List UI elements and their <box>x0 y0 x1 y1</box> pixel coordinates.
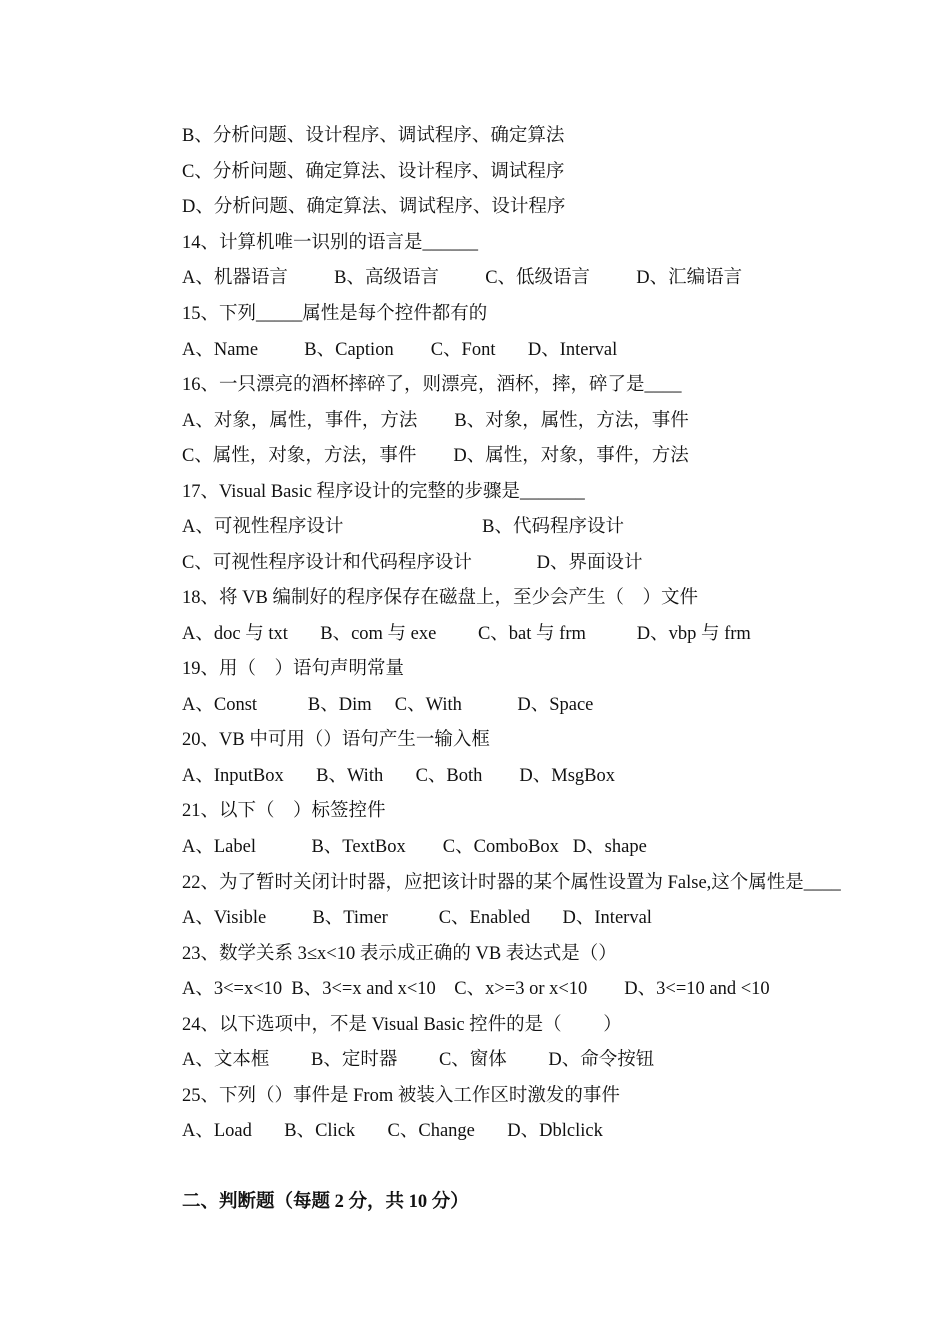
option-line: A、对象，属性，事件，方法 B、对象，属性，方法，事件 <box>182 411 689 431</box>
question-16: 16、一只漂亮的酒杯摔碎了，则漂亮，酒杯，摔，碎了是____ <box>182 375 682 395</box>
question-14: 14、计算机唯一识别的语言是______ <box>182 233 479 253</box>
option-line: B、分析问题、设计程序、调试程序、确定算法 <box>182 126 565 146</box>
question-23: 23、数学关系 3≤x<10 表示成正确的 VB 表达式是（） <box>182 944 617 964</box>
option-line: A、Label B、TextBox C、ComboBox D、shape <box>182 837 647 857</box>
question-17: 17、Visual Basic 程序设计的完整的步骤是_______ <box>182 482 585 502</box>
question-18: 18、将 VB 编制好的程序保存在磁盘上，至少会产生（ ）文件 <box>182 588 698 608</box>
option-line: C、属性，对象，方法，事件 D、属性，对象，事件，方法 <box>182 446 689 466</box>
option-line: A、InputBox B、With C、Both D、MsgBox <box>182 766 616 786</box>
question-21: 21、以下（ ）标签控件 <box>182 801 386 821</box>
option-line: A、文本框 B、定时器 C、窗体 D、命令按钮 <box>182 1050 655 1070</box>
section-heading: 二、判断题（每题 2 分，共 10 分） <box>182 1192 469 1212</box>
option-line: A、3<=x<10 B、3<=x and x<10 C、x>=3 or x<10 D、3<=10 and <10 <box>182 979 770 999</box>
option-line: A、Visible B、Timer C、Enabled D、Interval <box>182 908 652 928</box>
option-line: A、Name B、Caption C、Font D、Interval <box>182 340 618 360</box>
option-line: D、分析问题、确定算法、调试程序、设计程序 <box>182 197 566 217</box>
option-line: A、机器语言 B、高级语言 C、低级语言 D、汇编语言 <box>182 268 743 288</box>
question-15: 15、下列_____属性是每个控件都有的 <box>182 304 488 324</box>
option-line: A、doc 与 txt B、com 与 exe C、bat 与 frm D、vbp 与 frm <box>182 624 751 644</box>
question-24: 24、以下选项中，不是 Visual Basic 控件的是（ ） <box>182 1015 622 1035</box>
option-line: C、可视性程序设计和代码程序设计 D、界面设计 <box>182 553 643 573</box>
question-20: 20、VB 中可用（）语句产生一输入框 <box>182 730 490 750</box>
option-line: C、分析问题、确定算法、设计程序、调试程序 <box>182 162 565 182</box>
option-line: A、Load B、Click C、Change D、Dblclick <box>182 1121 603 1141</box>
question-25: 25、下列（）事件是 From 被装入工作区时激发的事件 <box>182 1086 620 1106</box>
question-22: 22、为了暂时关闭计时器，应把该计时器的某个属性设置为 False,这个属性是____ <box>182 873 841 893</box>
option-line: A、可视性程序设计 B、代码程序设计 <box>182 517 624 537</box>
question-19: 19、用（ ）语句声明常量 <box>182 659 405 679</box>
option-line: A、Const B、Dim C、With D、Space <box>182 695 594 715</box>
